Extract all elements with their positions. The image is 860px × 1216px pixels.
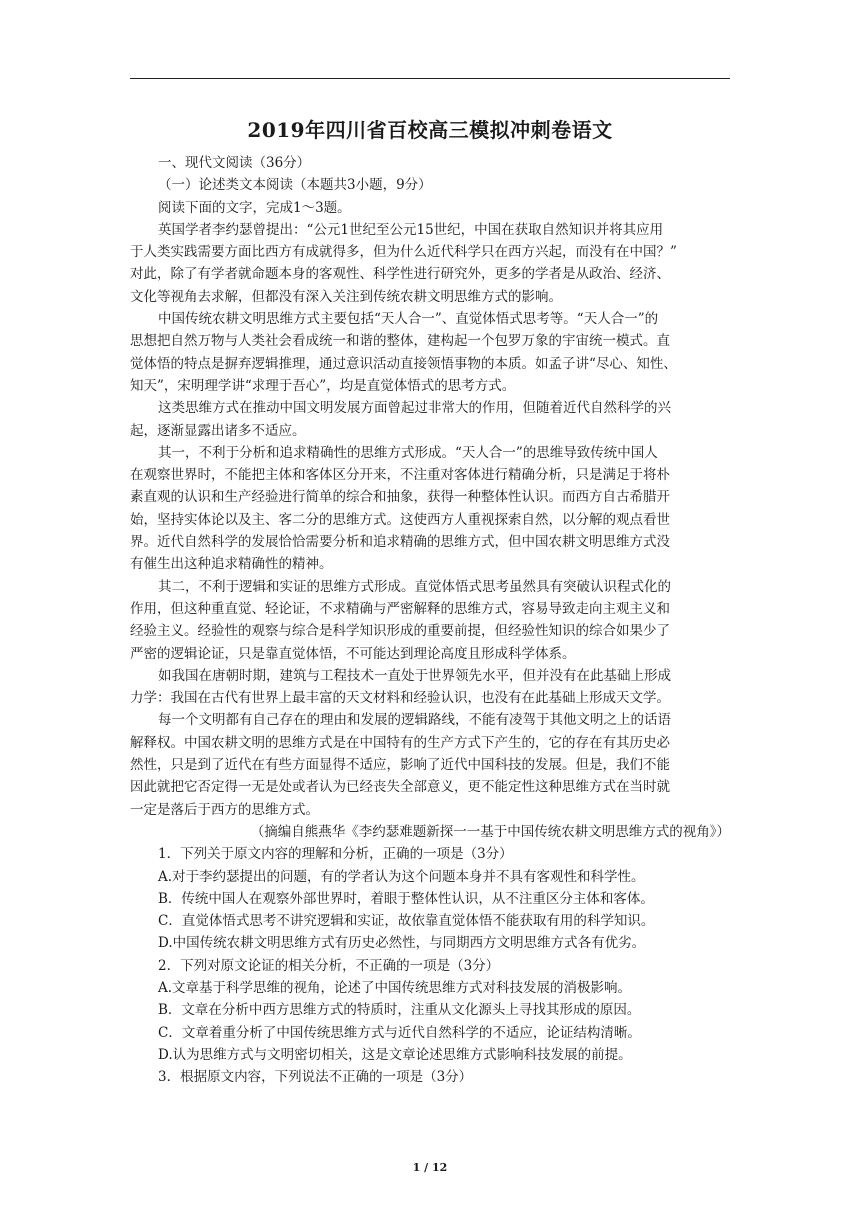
text-line: 如我国在唐朝时期，建筑与工程技术一直处于世界领先水平，但并没有在此基础上形成 — [158, 667, 671, 684]
text-line: 对此，除了有学者就命题本身的客观性、科学性进行研究外，更多的学者是从政治、经济、 — [130, 266, 670, 283]
text-line: 然性，只是到了近代在有些方面显得不适应，影响了近代中国科技的发展。但是，我们不能 — [130, 757, 670, 774]
text-line: 1．下列关于原文内容的理解和分析，正确的一项是（3分） — [158, 846, 513, 863]
text-line: （摘编自熊燕华《李约瑟难题新探一一基于中国传统农耕文明思维方式的视角》） — [250, 823, 730, 840]
text-line: 2．下列对原文论证的相关分析，不正确的一项是（3分） — [158, 957, 500, 974]
text-line: 觉体悟的特点是摒弃逻辑推理，通过意识活动直接领悟事物的本质。如孟子讲“尽心、知性、 — [130, 355, 677, 372]
text-line: 一定是落后于西方的思维方式。 — [130, 801, 319, 818]
text-line: 在观察世界时，不能把主体和客体区分开来，不注重对客体进行精确分析，只是满足于将朴 — [130, 467, 670, 484]
text-line: 经验主义。经验性的观察与综合是科学知识形成的重要前提，但经验性知识的综合如果少了 — [130, 623, 670, 640]
document-body — [130, 152, 730, 1088]
text-line: B．传统中国人在观察外部世界时，着眼于整体性认识，从不注重区分主体和客体。 — [158, 890, 654, 907]
text-line: 知天”，宋明理学讲“求理于吾心”，均是直觉体悟式的思考方式。 — [130, 377, 516, 394]
text-line: A.文章基于科学思维的视角，论述了中国传统思维方式对科技发展的消极影响。 — [158, 979, 632, 996]
text-line: 有催生出这种追求精确性的精神。 — [130, 556, 333, 573]
text-line: 文化等视角去求解，但都没有深入关注到传统农耕文明思维方式的影响。 — [130, 288, 562, 305]
text-line: 因此就把它否定得一无是处或者认为已经丧失全部意义，更不能定性这种思维方式在当时就 — [130, 779, 670, 796]
text-line: 起，逐渐显露出诸多不适应。 — [130, 422, 306, 439]
page-number: 1 / 12 — [412, 1161, 448, 1174]
text-line: D.认为思维方式与文明密切相关，这是文章论述思维方式影响科技发展的前提。 — [158, 1046, 632, 1063]
page-title: 2019年四川省百校高三模拟冲刺卷语文 — [247, 118, 613, 142]
text-line: 素直观的认识和生产经验进行简单的综合和抽象，获得一种整体性认识。而西方自古希腊开 — [130, 489, 670, 506]
header-rule — [130, 78, 730, 79]
text-line: 3．根据原文内容，下列说法不正确的一项是（3分） — [158, 1069, 473, 1086]
text-line: 英国学者李约瑟曾提出：“公元1世纪至公元15世纪，中国在获取自然知识并将其应用 — [158, 221, 664, 238]
text-line: 界。近代自然科学的发展恰恰需要分析和追求精确的思维方式，但中国农耕文明思维方式没 — [130, 534, 670, 551]
text-line: 这类思维方式在推动中国文明发展方面曾起过非常大的作用，但随着近代自然科学的兴 — [158, 400, 671, 417]
text-line: 力学：我国在古代有世界上最丰富的天文材料和经验认识，也没有在此基础上形成天文学。 — [130, 690, 670, 707]
text-line: 思想把自然万物与人类社会看成统一和谐的整体，建构起一个包罗万象的宇宙统一模式。直 — [130, 333, 670, 350]
text-line: B．文章在分析中西方思维方式的特质时，注重从文化源头上寻找其形成的原因。 — [158, 1002, 641, 1019]
text-line: 其一，不利于分析和追求精确性的思维方式形成。“天人合一”的思维导致传统中国人 — [158, 444, 658, 461]
text-line: 始，坚持实体论以及主、客二分的思维方式。这使西方人重视探索自然，以分解的观点看世 — [130, 511, 670, 528]
text-line: D.中国传统农耕文明思维方式有历史必然性，与同期西方文明思维方式各有优劣。 — [158, 935, 646, 952]
text-line: 作用，但这种重直觉、轻论证，不求精确与严密解释的思维方式，容易导致走向主观主义和 — [130, 600, 670, 617]
text-line: 严密的逻辑论证，只是靠直觉体悟，不可能达到理论高度且形成科学体系。 — [130, 645, 576, 662]
text-line: 其二，不利于逻辑和实证的思维方式形成。直觉体悟式思考虽然具有突破认识程式化的 — [158, 578, 671, 595]
text-line: 中国传统农耕文明思维方式主要包括“天人合一”、直觉体悟式思考等。“天人合一”的 — [158, 311, 659, 328]
text-line: 每一个文明都有自己存在的理由和发展的逻辑路线，不能有凌驾于其他文明之上的话语 — [158, 712, 671, 729]
text-line: 一、现代文阅读（36分） — [158, 155, 311, 171]
text-line: A.对于李约瑟提出的问题，有的学者认为这个问题本身并不具有客观性和科学性。 — [158, 868, 645, 885]
text-line: 于人类实践需要方面比西方有成就得多，但为什么近代科学只在西方兴起，而没有在中国？” — [130, 244, 677, 261]
text-line: C．直觉体悟式思考不讲究逻辑和实证，故依靠直觉体悟不能获取有用的科学知识。 — [158, 913, 655, 930]
text-line: C．文章着重分析了中国传统思维方式与近代自然科学的不适应，论证结构清晰。 — [158, 1024, 641, 1041]
text-line: 解释权。中国农耕文明的思维方式是在中国特有的生产方式下产生的，它的存在有其历史必 — [130, 734, 670, 751]
text-line: 阅读下面的文字，完成1～3题。 — [158, 199, 351, 216]
text-line: （一）论述类文本阅读（本题共3小题，9分） — [158, 177, 432, 194]
